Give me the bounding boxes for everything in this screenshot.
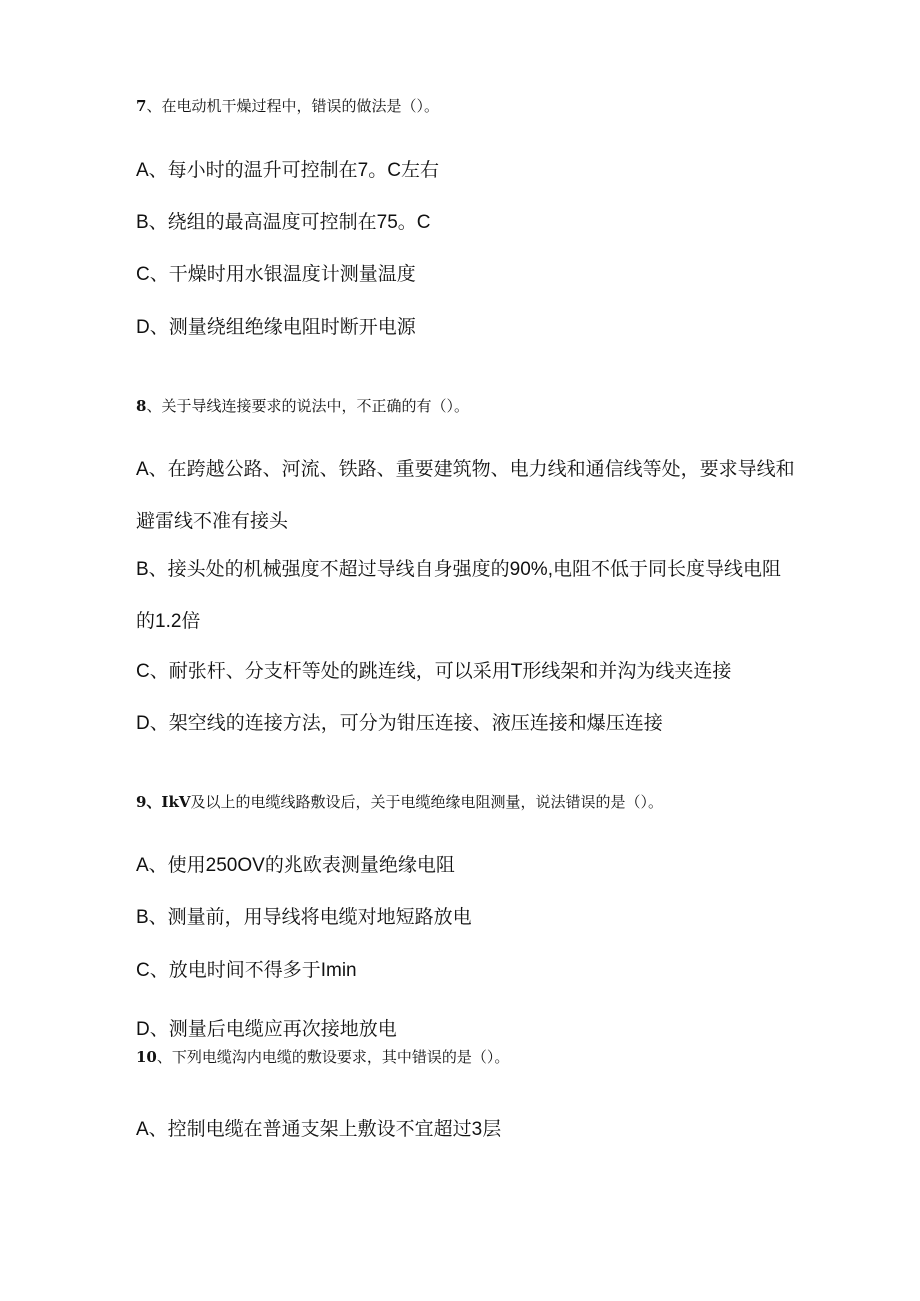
- question-text: 及以上的电缆线路敷设后，关于电缆绝缘电阻测量，说法错误的是（）。: [190, 793, 664, 811]
- question-9-stem: [136, 792, 663, 812]
- question-number: 8: [136, 397, 147, 415]
- question-8-option-c: C、耐张杆、分支杆等处的跳连线，可以采用T形线架和并沟为线夹连接: [136, 661, 732, 682]
- question-10-option-a: A、控制电缆在普通支架上敷设不宜超过3层: [136, 1119, 502, 1140]
- question-text: 、下列电缆沟内电缆的敷设要求，其中错误的是（）。: [156, 1048, 510, 1066]
- question-9-option-a: A、使用250OV的兆欧表测量绝缘电阻: [136, 855, 455, 876]
- question-7-option-a: A、每小时的温升可控制在7。C左右: [136, 160, 439, 181]
- question-7-option-c: C、干燥时用水银温度计测量温度: [136, 264, 416, 285]
- question-8-option-b: B、接头处的机械强度不超过导线自身强度的90%,电阻不低于同长度导线电阻的1.2倍: [136, 559, 781, 632]
- question-9-option-b: B、测量前，用导线将电缆对地短路放电: [136, 907, 472, 928]
- question-number: 10: [136, 1048, 157, 1066]
- question-7-stem: [136, 96, 439, 116]
- question-8-option-d: D、架空线的连接方法，可分为钳压连接、液压连接和爆压连接: [136, 713, 663, 734]
- question-7-option-d: D、测量绕组绝缘电阻时断开电源: [136, 317, 416, 338]
- question-7-option-b: B、绕组的最高温度可控制在75。C: [136, 212, 431, 233]
- question-9-option-c: C、放电时间不得多于Imin: [136, 960, 357, 981]
- question-number: 7: [136, 97, 147, 115]
- question-8-option-a: A、在跨越公路、河流、铁路、重要建筑物、电力线和通信线等处，要求导线和避雷线不准有接头: [136, 459, 795, 532]
- question-text: 、在电动机干燥过程中，错误的做法是（）。: [146, 97, 439, 115]
- question-10-stem: [136, 1047, 509, 1067]
- question-number: 9、IkV: [136, 793, 191, 811]
- question-9-option-d: D、测量后电缆应再次接地放电: [136, 1019, 397, 1040]
- question-text: 、关于导线连接要求的说法中，不正确的有（）。: [146, 397, 469, 415]
- question-8-stem: [136, 396, 469, 416]
